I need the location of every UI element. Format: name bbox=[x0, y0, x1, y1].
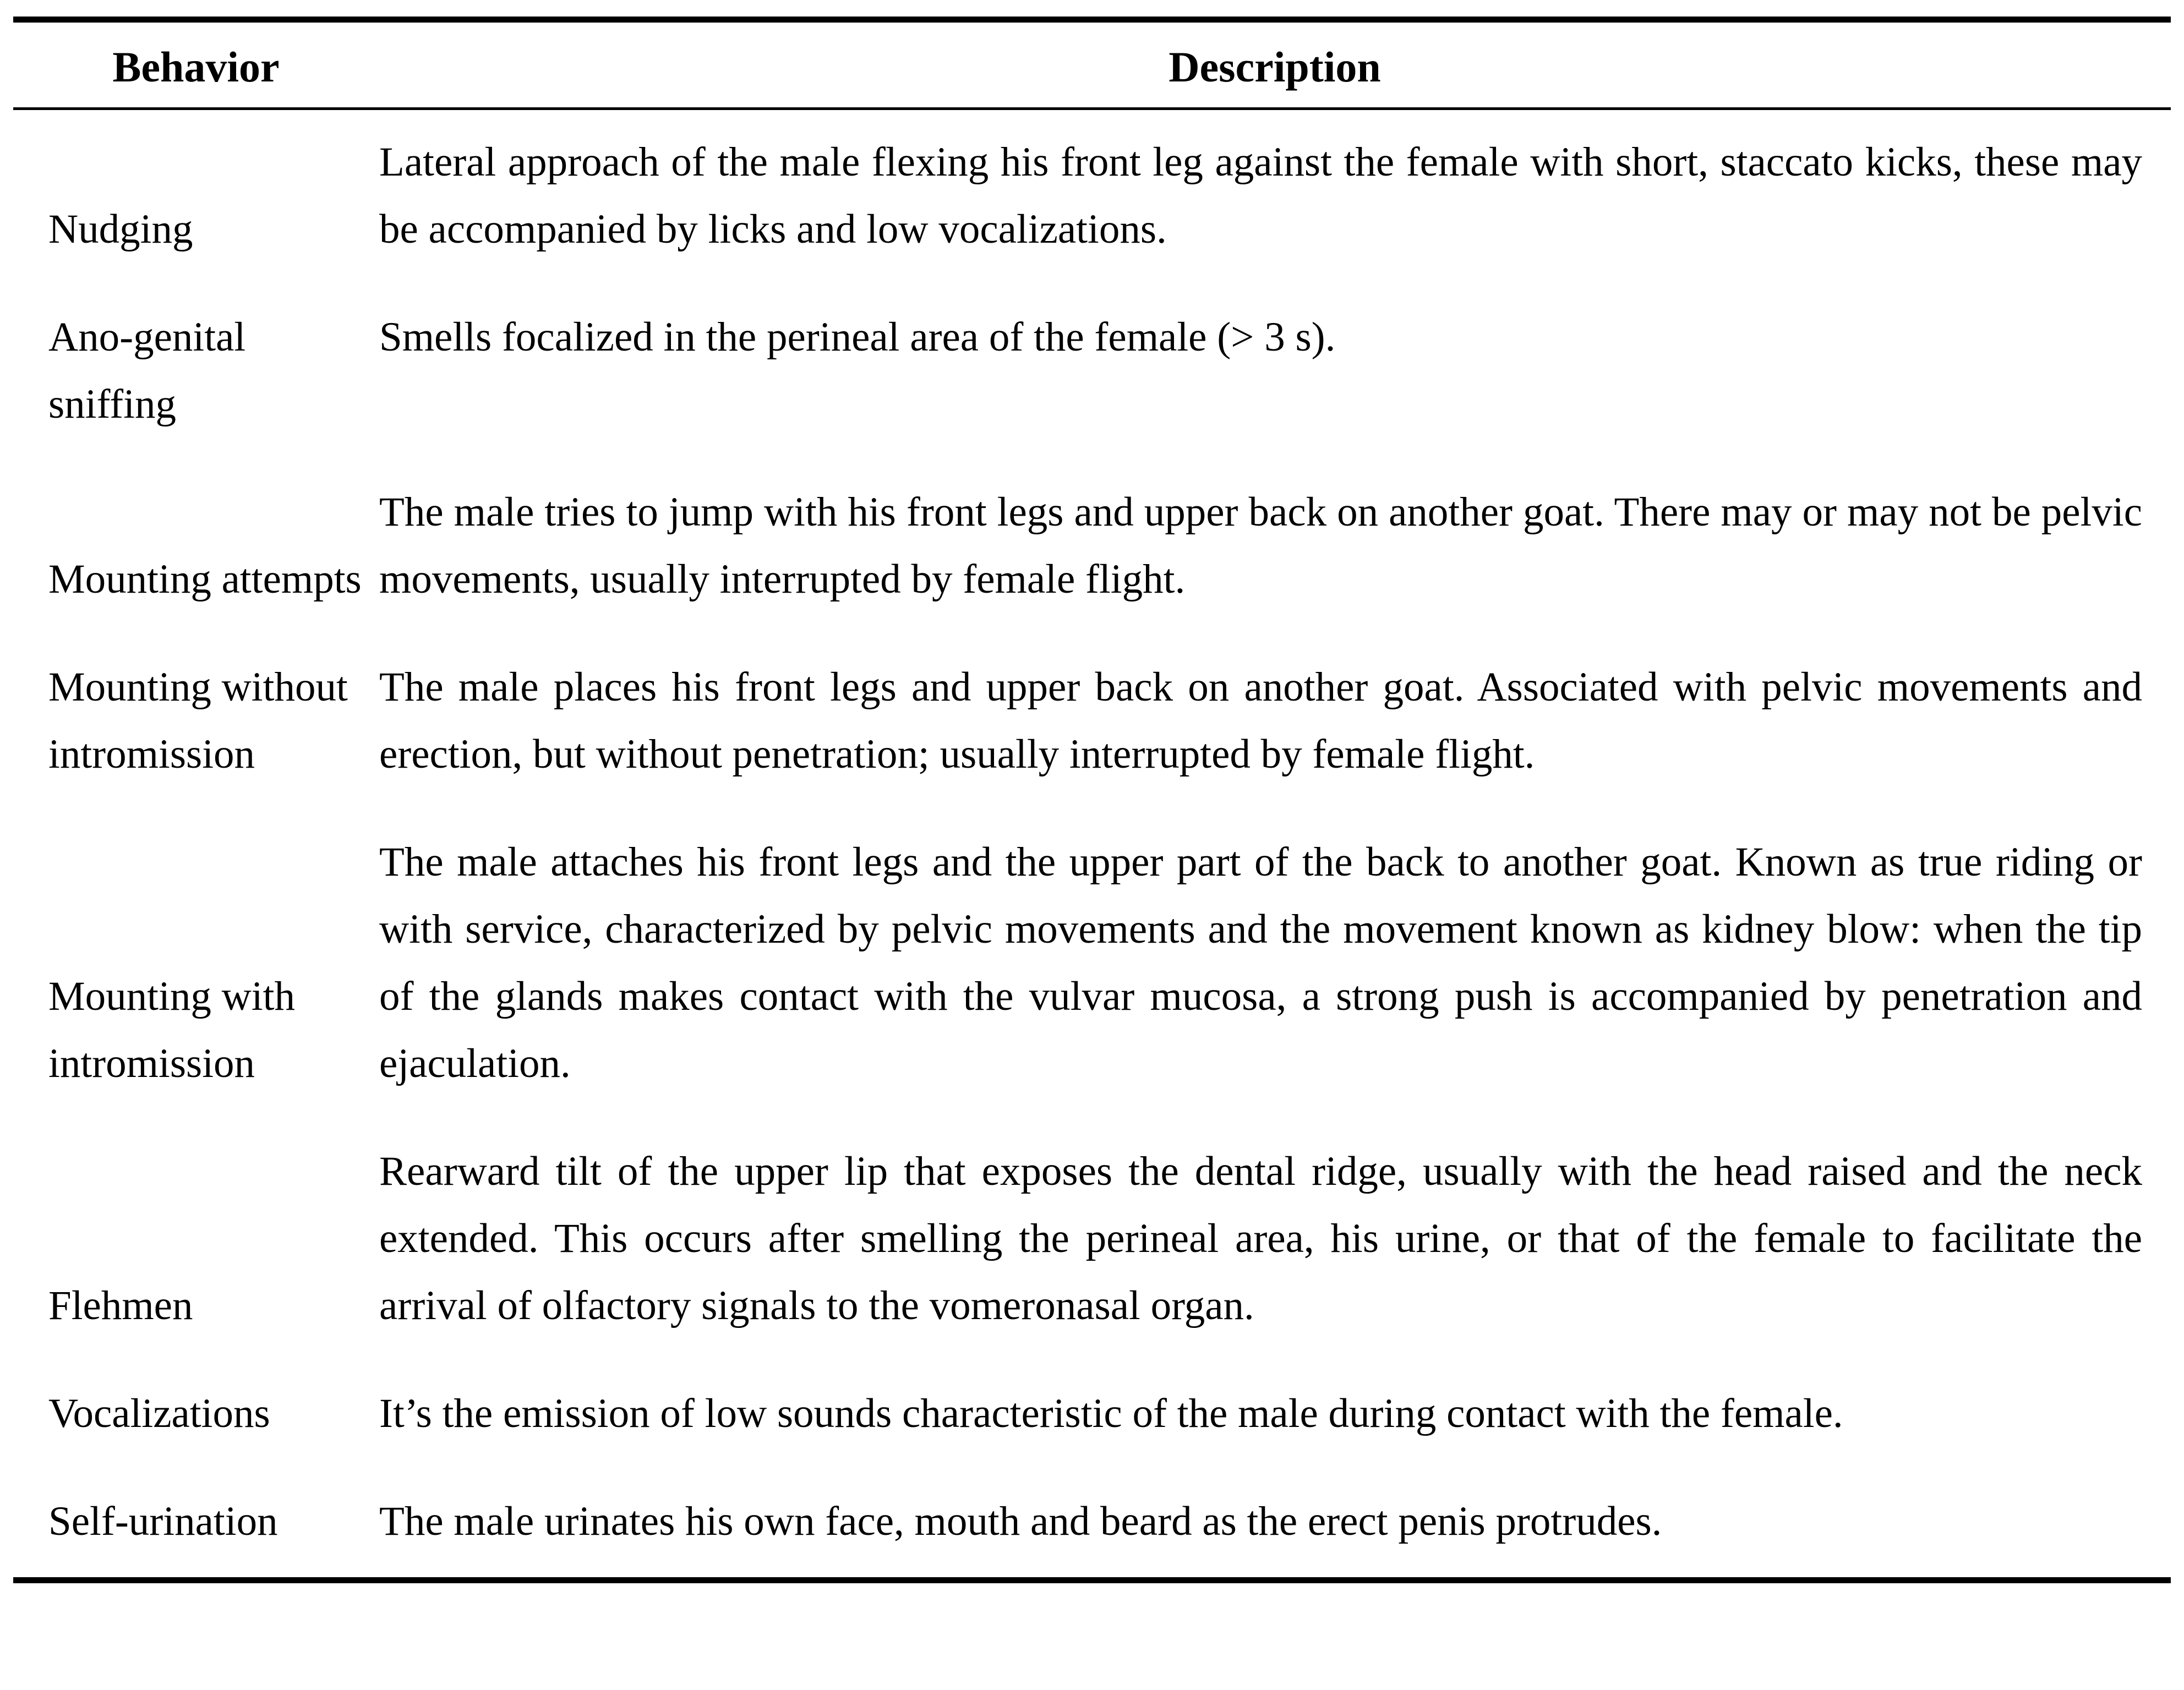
table-row bbox=[13, 453, 2171, 628]
behavior-cell: Nudging bbox=[48, 206, 193, 252]
behavior-column-header: Behavior bbox=[13, 20, 379, 109]
table-row bbox=[13, 1355, 2171, 1463]
description-cell: Lateral approach of the male flexing his front leg against the female with short, staccato kicks, these may be accompanied by licks and low vocalizations. bbox=[379, 139, 2142, 252]
behavior-cell: Ano-genital sniffing bbox=[48, 314, 246, 427]
description-cell: The male attaches his front legs and the upper part of the back to another goat. Known as true riding or with service, characterized by pelvic movements and the movement known as kidney blow: when the tip of the glands makes contact with the vulvar mucosa, a strong push is accompanied by penetration and ejaculation. bbox=[379, 839, 2142, 1086]
behavior-cell: Flehmen bbox=[48, 1282, 193, 1328]
table-body bbox=[13, 108, 2171, 1580]
description-cell: The male tries to jump with his front legs and upper back on another goat. There may or may not be pelvic movements, usually interrupted by female flight. bbox=[379, 489, 2142, 602]
table-row bbox=[13, 628, 2171, 803]
description-cell: Rearward tilt of the upper lip that exposes the dental ridge, usually with the head raised and the neck extended. This occurs after smelling the perineal area, his urine, or that of the female to facilitate the arrival of olfactory signals to the vomeronasal organ. bbox=[379, 1148, 2142, 1328]
behaviors-table bbox=[13, 17, 2171, 1583]
behavior-cell: Mounting with intromission bbox=[48, 973, 295, 1086]
behavior-cell: Self-urination bbox=[48, 1498, 278, 1544]
description-cell: The male places his front legs and upper back on another goat. Associated with pelvic movements and erection, but without penetration; usually interrupted by female flight. bbox=[379, 664, 2142, 777]
table-row bbox=[13, 278, 2171, 453]
description-column-header: Description bbox=[379, 20, 2171, 109]
table-header bbox=[13, 20, 2171, 109]
behavior-cell: Mounting without intromission bbox=[48, 664, 348, 777]
table-row bbox=[13, 1463, 2171, 1580]
description-cell: Smells focalized in the perineal area of the female (> 3 s). bbox=[379, 314, 1336, 360]
table-row bbox=[13, 803, 2171, 1113]
description-cell: It’s the emission of low sounds characteristic of the male during contact with the female. bbox=[379, 1390, 1843, 1436]
behavior-cell: Mounting attempts bbox=[48, 556, 362, 602]
description-cell: The male urinates his own face, mouth and beard as the erect penis protrudes. bbox=[379, 1498, 1662, 1544]
behavior-cell: Vocalizations bbox=[48, 1390, 270, 1436]
table-row bbox=[13, 108, 2171, 278]
table-row bbox=[13, 1113, 2171, 1355]
header-row bbox=[13, 20, 2171, 109]
